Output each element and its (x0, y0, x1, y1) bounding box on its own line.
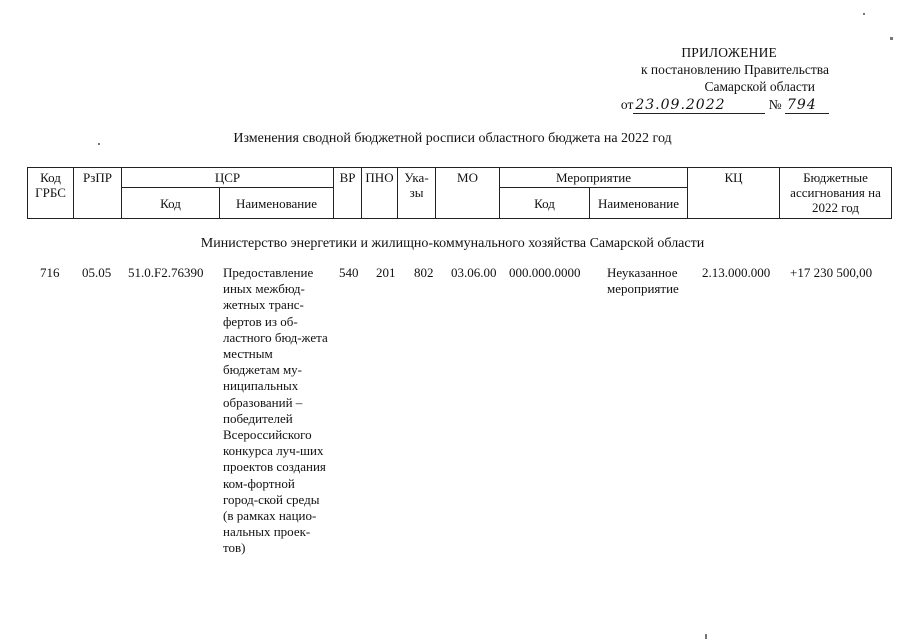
cell-kc: 2.13.000.000 (702, 265, 771, 280)
scan-speck (705, 634, 707, 639)
cell-csr-kod: 51.0.F2.76390 (128, 265, 204, 280)
col-pno: ПНО (362, 168, 398, 219)
cell-mer-name: Неуказанное мероприятие (607, 265, 679, 297)
col-csr-name: Наименование (220, 188, 334, 219)
approval-header (621, 44, 829, 114)
cell-kod-grbs: 716 (40, 265, 60, 280)
cell-csr-name: Предоставление иных межбюд-жетных транс-фертов из об-ластного бюд-жета местным бюджетам му-ниципальных образований – победителей Всероссийского конкурса луч-ших проектов создания ком-фортной город-ской среды (в рамках нацио-нальных проек-тов) (223, 265, 328, 556)
date-prefix: от (620, 97, 634, 112)
col-csr: ЦСР (122, 168, 334, 188)
appendix-title: ПРИЛОЖЕНИЕ (681, 45, 777, 60)
cell-vr: 540 (339, 265, 359, 280)
col-vr: ВР (334, 168, 362, 219)
section-title: Министерство энергетики и жилищно-коммунального хозяйства Самарской области (200, 236, 705, 251)
cell-ukazy: 802 (414, 265, 434, 280)
col-kod-grbs: Код ГРБС (28, 168, 74, 219)
col-mer-kod: Код (500, 188, 590, 219)
scan-speck (890, 37, 893, 40)
cell-pno: 201 (376, 265, 396, 280)
scan-speck (98, 143, 100, 145)
budget-table-header (27, 167, 892, 219)
handwritten-number: 794 (785, 98, 829, 114)
appendix-resolution-line: к постановлению Правительства (640, 62, 829, 77)
col-kc: КЦ (688, 168, 780, 219)
cell-rzpr: 05.05 (82, 265, 112, 280)
col-rzpr: РзПР (74, 168, 122, 219)
col-meropriyatie: Мероприятие (500, 168, 688, 188)
cell-amount: +17 230 500,00 (790, 265, 873, 280)
scan-speck (863, 13, 865, 15)
col-assignments: Бюджетные ассигнования на 2022 год (780, 168, 892, 219)
cell-mo: 03.06.00 (451, 265, 497, 280)
document-title: Изменения сводной бюджетной росписи областного бюджета на 2022 год (233, 131, 672, 146)
cell-mer-kod: 000.000.0000 (509, 265, 581, 280)
number-prefix: № (768, 97, 782, 112)
col-mer-name: Наименование (590, 188, 688, 219)
handwritten-date: 23.09.2022 (633, 98, 765, 114)
appendix-region-line: Самарской области (704, 79, 815, 94)
col-ukazy: Ука-зы (398, 168, 436, 219)
col-mo: МО (436, 168, 500, 219)
col-csr-kod: Код (122, 188, 220, 219)
appendix-date-line (621, 96, 829, 114)
